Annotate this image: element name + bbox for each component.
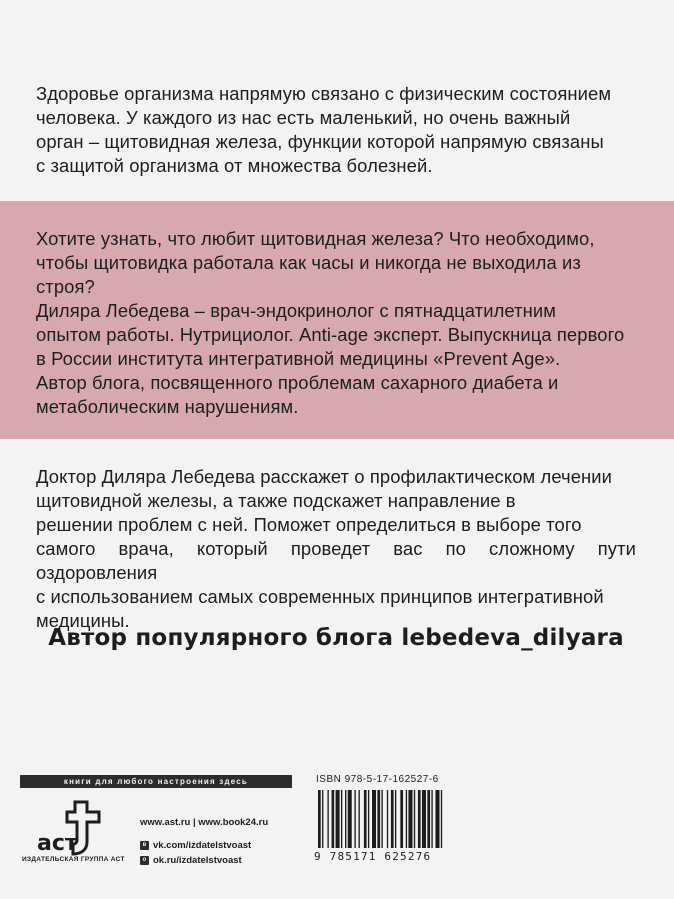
- barcode-bar: [395, 790, 396, 848]
- barcode-icon: [314, 790, 474, 848]
- text-line: Доктор Диляра Лебедева расскажет о профилактическом лечении: [36, 466, 613, 487]
- barcode-bar: [435, 790, 439, 848]
- intro-paragraph: [36, 82, 636, 178]
- text-line: Здоровье организма напрямую связано с физическим состоянием: [36, 83, 612, 104]
- text-line: Диляра Лебедева – врач-эндокринолог с пятнадцатилетним: [36, 300, 557, 321]
- barcode-bar: [327, 790, 328, 848]
- barcode-bar: [422, 790, 426, 848]
- barcode-bar: [427, 790, 430, 848]
- websites-link[interactable]: www.ast.ru | www.book24.ru: [140, 817, 269, 828]
- vk-icon: в: [140, 841, 149, 850]
- text-line: строя?: [36, 276, 95, 297]
- publisher-slogan: книги для любого настроения здесь: [20, 775, 292, 788]
- text-line: с использованием самых современных принципов интегративной медицины.: [36, 586, 604, 631]
- text-line: орган – щитовидная железа, функции которой напрямую связаны: [36, 131, 604, 152]
- text-line: с защитой организма от множества болезней.: [36, 155, 433, 176]
- barcode-bar: [400, 790, 403, 848]
- author-blog-tagline: Автор популярного блога lebedeva_dilyara: [48, 625, 624, 651]
- barcode-bar: [441, 790, 442, 848]
- barcode-bar: [341, 790, 342, 848]
- barcode-bar: [381, 790, 382, 848]
- barcode-bar: [332, 790, 335, 848]
- barcode-bar: [336, 790, 340, 848]
- barcode-bar: [391, 790, 394, 848]
- text-line: в России института интегративной медицины «Prevent Age».: [36, 348, 561, 369]
- text-line: опытом работы. Нутрициолог. Anti-age эксперт. Выпускница первого: [36, 324, 625, 345]
- barcode-bar: [359, 790, 360, 848]
- text-line: Автор блога, посвященного проблемам сахарного диабета и: [36, 372, 559, 393]
- barcode-bar: [408, 790, 412, 848]
- barcode-bar: [414, 790, 415, 848]
- publisher-caption: ИЗДАТЕЛЬСКАЯ ГРУППА АСТ: [22, 856, 125, 863]
- barcode-bar: [345, 790, 346, 848]
- barcode-bar: [418, 790, 421, 848]
- barcode-bar: [318, 790, 321, 848]
- book-description-paragraph: [36, 465, 636, 633]
- barcode-bar: [354, 790, 355, 848]
- barcode-digits: 9 785171 625276: [314, 850, 432, 863]
- ok-link-text: ok.ru/izdatelstvoast: [153, 855, 242, 866]
- text-line: метаболическим нарушениям.: [36, 396, 299, 417]
- text-line: самого врача, который проведет вас по сложному пути оздоровления: [36, 538, 636, 583]
- text-line: чтобы щитовидка работала как часы и никогда не выходила из: [36, 252, 581, 273]
- text-line: человека. У каждого из нас есть маленький, но очень важный: [36, 107, 571, 128]
- isbn-text: ISBN 978-5-17-162527-6: [316, 774, 439, 785]
- ok-link[interactable]: [140, 853, 268, 868]
- barcode-bar: [368, 790, 369, 848]
- barcode-bar: [406, 790, 407, 848]
- text-line: щитовидной железы, а также подскажет направление в: [36, 490, 516, 511]
- vk-link[interactable]: [140, 838, 268, 853]
- ok-icon: о: [140, 856, 149, 865]
- barcode-bar: [377, 790, 380, 848]
- text-line: Хотите узнать, что любит щитовидная железа? Что необходимо,: [36, 228, 595, 249]
- publisher-links: [140, 815, 268, 868]
- barcode-bar: [348, 790, 352, 848]
- vk-link-text: vk.com/izdatelstvoast: [153, 840, 252, 851]
- barcode-bar: [372, 790, 376, 848]
- text-line: решении проблем с ней. Поможет определиться в выборе того: [36, 514, 582, 535]
- barcode-bar: [387, 790, 388, 848]
- author-paragraph: [36, 227, 636, 419]
- ast-logo-icon: [35, 798, 105, 858]
- logo-text: аст: [37, 831, 78, 856]
- barcode-bar: [364, 790, 367, 848]
- barcode-bar: [322, 790, 323, 848]
- barcode-bar: [431, 790, 432, 848]
